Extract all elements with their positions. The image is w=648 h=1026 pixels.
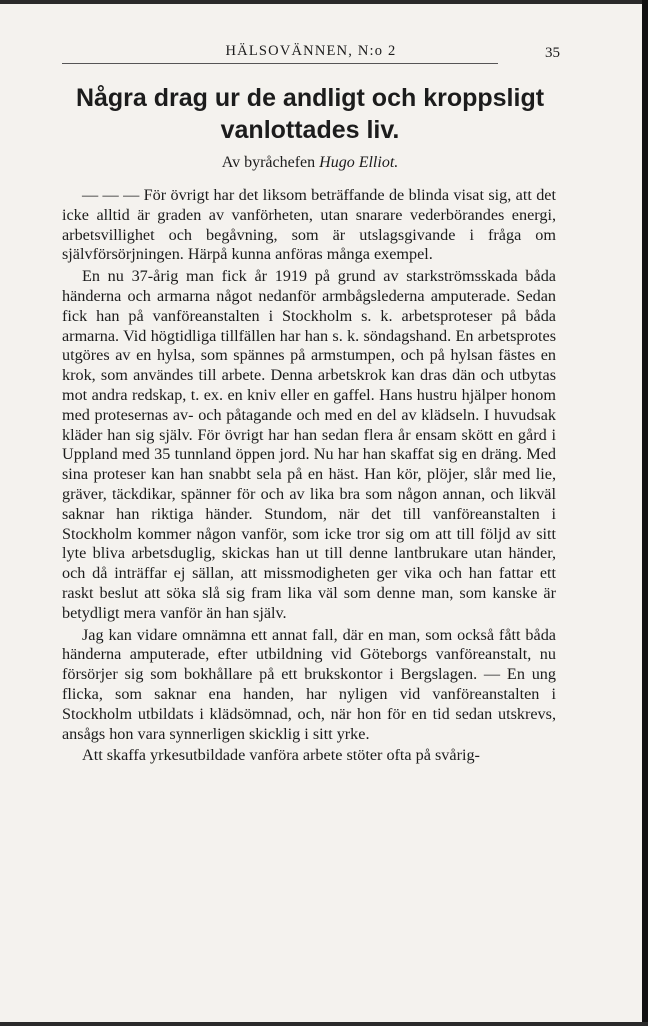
article-body (62, 186, 556, 766)
scan-edge-bottom (0, 1022, 648, 1026)
paragraph-2: En nu 37-årig man fick år 1919 på grund av starkströmsskada båda händerna och armarna något nedanför armbågslederna amputerade. Sedan fick han på vanföreanstalten i Stockholm s. k. arbetsproteser på båda armarna. Vid högtidliga tillfällen har han s. k. söndagshand. En arbetsprotes utgöres av en hylsa, som spännes på armstumpen, och på hylsan fästes en krok, som användes till arbete. Denna arbetskrok kan dras dän och utbytas mot andra redskap, t. ex. en kniv eller en gaffel. Hans hustru hjälper honom med protesernas av- och påtagande och med en del av klädseln. I huvudsak kläder han sig själv. För övrigt har han sedan flera år ensam skött en gård i Uppland med 35 tunnland öppen jord. Nu har han skaffat sig en dräng. Med sina proteser kan han snabbt sela på en häst. Han kör, plöjer, slår med lie, gräver, täckdikar, spänner för och av lika bra som någon annan, och likväl saknar han riktiga händer. Stundom, när det till vanföreanstalten i Stockholm kommer någon vanför, som icke tror sig om att till följd av sitt lyte bliva arbetsduglig, skickas han ut till denne lantbrukare utan händer, och då inträffar ej sällan, att missmodigheten ger vika och han fattar ett raskt beslut att söka slå sig fram lika väl som denne man, som kanske är betydligt mera vanför än han själv. (62, 267, 556, 622)
scan-edge-right (642, 0, 648, 1026)
header-rule (62, 63, 498, 64)
running-head: HÄLSOVÄNNEN, N:o 2 (225, 43, 397, 59)
paragraph-4: Att skaffa yrkesutbildade vanföra arbete stöter ofta på svårig- (82, 746, 480, 765)
byline-author: Hugo Elliot. (319, 154, 399, 171)
page-number: 35 (545, 45, 560, 61)
paragraph-3: Jag kan vidare omnämna ett annat fall, där en man, som också fått båda händerna amputerade, efter utbildning vid Göteborgs vanföreanstalt, nu försörjer sig som bokhållare på ett brukskontor i Bergslagen. — En ung flicka, som saknar ena handen, har nyligen vid vanföreanstalten i Stockholm utbildats i klädsömnad, och, när hon för en tid sedan utskrevs, ansågs hon vara synnerligen skicklig i sitt yrke. (62, 625, 556, 743)
article-title: Några drag ur de andligt och kroppsligt vanlottades liv. (75, 84, 545, 144)
scan-edge-top (0, 0, 648, 4)
byline-prefix: Av byråchefen (221, 154, 316, 171)
page-header (62, 43, 560, 65)
paragraph-1: — — — För övrigt har det liksom beträffande de blinda visat sig, att det icke alltid är graden av vanförheten, utan snarare vederbörandes energi, arbetsvillighet och begåvning, som är utslagsgivande i fråga om självförsörjningen. Härpå kunna anföras många exempel. (62, 186, 556, 264)
byline (62, 154, 558, 172)
